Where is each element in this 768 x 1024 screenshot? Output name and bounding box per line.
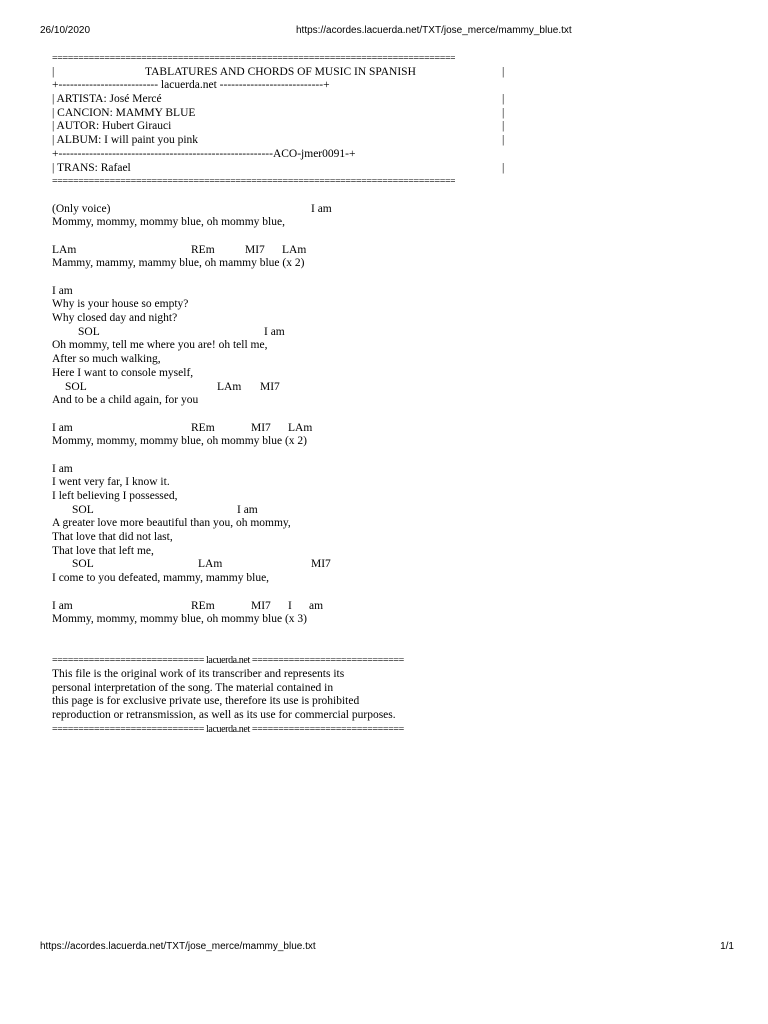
lyric-line	[52, 216, 455, 230]
box-album-line	[52, 134, 505, 148]
lyric-text: Mommy, mommy, mommy blue, oh mommy blue,	[52, 216, 285, 229]
lyric-line	[52, 572, 455, 586]
lyric-line	[52, 545, 455, 559]
box-aco-rule	[52, 148, 455, 162]
notice-text: This file is the original work of its transcriber and represents its	[52, 667, 345, 680]
box-title-line	[52, 65, 505, 80]
box-trans-line	[52, 161, 505, 176]
lyric-line	[52, 476, 455, 490]
box-pipe-right: |	[502, 65, 505, 78]
lyric-line	[52, 257, 455, 271]
chord: SOL	[65, 380, 87, 393]
chord: MI7	[251, 599, 271, 612]
artist-field: | ARTISTA: José Mercé	[52, 93, 162, 106]
tab-document	[52, 52, 505, 736]
lyric-text: Why is your house so empty?	[52, 298, 189, 311]
lyric-text: (Only voice)	[52, 202, 111, 215]
chord: am	[309, 599, 324, 612]
chord: I am	[52, 462, 73, 475]
notice-text: this page is for exclusive private use, therefore its use is prohibited	[52, 695, 360, 708]
chord: MI7	[311, 558, 331, 571]
chord: MI7	[260, 380, 280, 393]
notice-text: personal interpretation of the song. The material contained in	[52, 681, 334, 694]
lyric-line	[52, 353, 455, 367]
notice-bottom-rule: ============================= lacuerda.net =============================	[52, 723, 404, 735]
lyric-text: Mommy, mommy, mommy blue, oh mommy blue (x 2)	[52, 435, 308, 448]
chord: I am	[237, 503, 258, 516]
notice-line	[52, 668, 455, 682]
lyric-text: I left believing I possessed,	[52, 490, 178, 502]
chord: I	[288, 599, 292, 612]
author-field: | AUTOR: Hubert Girauci	[52, 120, 172, 133]
notice-top-rule: ============================= lacuerda.net =============================	[52, 655, 404, 667]
page-number: 1/1	[720, 941, 734, 952]
box-top-rule: =============================================================================	[52, 53, 456, 64]
lyric-text: A greater love more beautiful than you, oh mommy,	[52, 517, 291, 530]
lyric-line	[52, 394, 455, 408]
chord: REm	[191, 243, 215, 256]
chord-line	[52, 600, 455, 614]
chord-line	[52, 558, 455, 572]
lyric-text: Mammy, mammy, mammy blue, oh mammy blue (x 2)	[52, 257, 305, 270]
chord-line	[52, 326, 455, 340]
lyric-text: And to be a child again, for you	[52, 394, 199, 407]
print-footer-url: https://acordes.lacuerda.net/TXT/jose_merce/mammy_blue.txt	[40, 941, 316, 952]
lyric-line	[52, 312, 455, 326]
lyric-line	[52, 367, 455, 381]
box-author-line	[52, 120, 505, 134]
lyric-line	[52, 435, 455, 449]
lyric-text: Mommy, mommy, mommy blue, oh mommy blue (x 3)	[52, 613, 308, 626]
album-field: | ALBUM: I will paint you pink	[52, 134, 199, 147]
print-date: 26/10/2020	[40, 25, 91, 36]
lyric-line	[52, 203, 455, 217]
lyric-text: Why closed day and night?	[52, 312, 178, 325]
box-pipe-left: |	[52, 65, 55, 78]
chord: LAm	[288, 421, 313, 434]
chord: MI7	[251, 421, 271, 434]
box-artist-line	[52, 93, 505, 107]
chord: I am	[52, 599, 73, 612]
trans-field: | TRANS: Rafael	[52, 161, 131, 174]
lyric-line	[52, 339, 455, 353]
lyric-text: Oh mommy, tell me where you are! oh tell me,	[52, 339, 268, 352]
notice-text: reproduction or retransmission, as well as its use for commercial purposes.	[52, 709, 396, 721]
box-pipe-right: |	[502, 93, 505, 106]
box-site-rule	[52, 79, 455, 93]
box-pipe-right: |	[502, 106, 505, 119]
chord: REm	[191, 599, 215, 612]
box-title: TABLATURES AND CHORDS OF MUSIC IN SPANISH	[145, 65, 416, 78]
site-rule-text: +-------------------------- lacuerda.net ---------------------------+	[52, 79, 330, 92]
chord: LAm	[217, 380, 242, 393]
chord-line	[52, 244, 455, 258]
chord: I am	[264, 325, 285, 338]
lyric-text: That love that did not last,	[52, 531, 173, 544]
chord: LAm	[282, 243, 307, 256]
lyric-text: I went very far, I know it.	[52, 476, 170, 489]
lyric-line	[52, 298, 455, 312]
box-song-line	[52, 106, 505, 121]
chord-line	[52, 504, 455, 518]
chord: REm	[191, 421, 215, 434]
chord-line	[52, 422, 455, 436]
box-bottom-rule: =============================================================================	[52, 176, 456, 188]
chord: I am	[311, 202, 332, 215]
chord: SOL	[78, 325, 100, 338]
chord: I am	[52, 421, 73, 434]
chord: I am	[52, 284, 73, 297]
chord-line	[52, 285, 455, 299]
song-field: | CANCION: MAMMY BLUE	[52, 106, 196, 119]
lyric-line	[52, 531, 455, 545]
box-pipe-right: |	[502, 161, 505, 174]
lyric-text: Here I want to console myself,	[52, 366, 194, 379]
print-header-url: https://acordes.lacuerda.net/TXT/jose_merce/mammy_blue.txt	[296, 25, 572, 36]
box-pipe-right: |	[502, 134, 505, 147]
chord: LAm	[198, 558, 223, 571]
notice-line	[52, 709, 455, 723]
lyric-line	[52, 490, 455, 504]
chord: LAm	[52, 243, 77, 256]
lyric-text: I come to you defeated, mammy, mammy blue,	[52, 572, 270, 585]
box-pipe-right: |	[502, 120, 505, 133]
lyric-line	[52, 517, 455, 531]
chord: SOL	[72, 558, 94, 571]
lyric-text: After so much walking,	[52, 353, 161, 366]
notice-line	[52, 682, 455, 696]
lyric-line	[52, 613, 455, 627]
lyric-text: That love that left me,	[52, 544, 154, 557]
aco-rule-text: +--------------------------------------------------------ACO-jmer0091-+	[52, 147, 356, 160]
chord-line	[52, 463, 455, 477]
notice-line	[52, 695, 455, 709]
chord: MI7	[245, 243, 265, 256]
chord-line	[52, 381, 455, 395]
chord: SOL	[72, 503, 94, 516]
